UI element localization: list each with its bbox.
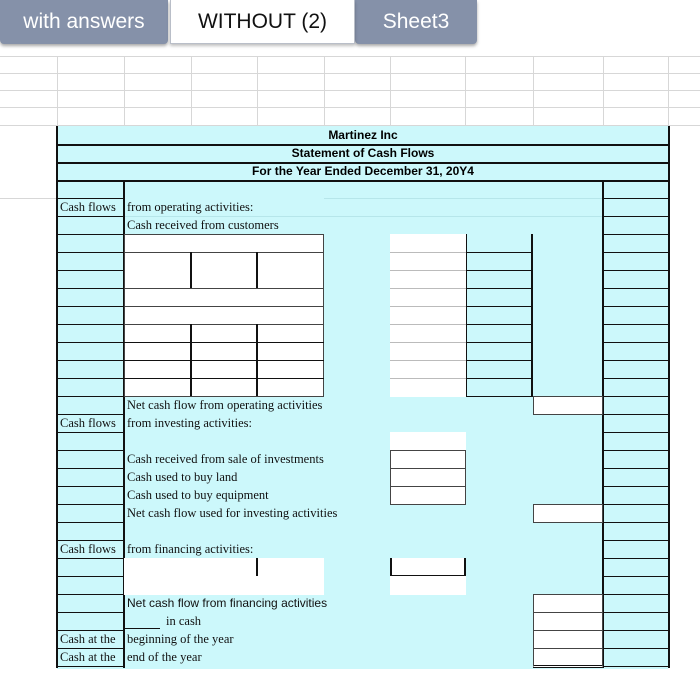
input-amount-op-4[interactable] [390,306,466,325]
in-cash-label: in cash [166,614,202,628]
net-investing-label: Net cash flow used for investing activities [127,506,338,520]
total-financing[interactable] [533,594,603,613]
statement-period: For the Year Ended December 31, 20Y4 [252,164,474,178]
operating-header-b: from operating activities: [127,200,254,214]
net-operating-label: Net cash flow from operating activities [127,398,323,412]
input-amount-op-1[interactable] [390,234,466,253]
operating-header-a: Cash flows [60,200,116,214]
input-operating-4[interactable] [124,306,324,325]
input-amount-fin-2[interactable] [390,576,466,595]
beginning-cash-label-a: Cash at the [60,632,116,646]
buy-land-label: Cash used to buy land [127,470,238,484]
investing-header-b: from investing activities: [127,416,252,430]
financing-header-b: from financing activities: [127,542,254,556]
beginning-cash-label-b: beginning of the year [127,632,234,646]
tab-sheet3[interactable]: Sheet3 [355,0,477,44]
input-amount-inv-2[interactable] [390,468,466,487]
financing-header-a: Cash flows [60,542,116,556]
sale-investments-label: Cash received from sale of investments [127,452,324,466]
input-financing-2[interactable] [124,576,324,595]
sheet-tab-bar [0,0,700,50]
spreadsheet-grid[interactable] [0,56,700,673]
input-operating-2[interactable] [124,252,324,289]
investing-header-a: Cash flows [60,416,116,430]
end-cash-label-a: Cash at the [60,650,116,664]
cash-received-customers-label: Cash received from customers [127,218,279,232]
buy-equipment-label: Cash used to buy equipment [127,488,269,502]
input-financing-1[interactable] [124,558,324,577]
total-beginning-cash[interactable] [533,630,603,649]
input-operating-3[interactable] [124,288,324,307]
total-ending-cash[interactable] [533,648,603,668]
input-amount-op-3[interactable] [390,288,466,307]
input-operating-1[interactable] [124,234,324,253]
end-cash-label-b: end of the year [127,650,202,664]
statement-name: Statement of Cash Flows [291,146,435,160]
input-amount-inv-0[interactable] [390,432,466,451]
input-amount-inv-1[interactable] [390,450,466,469]
net-financing-label: Net cash flow from financing activities [127,596,328,610]
input-amount-inv-3[interactable] [390,486,466,505]
tab-with-answers[interactable]: with answers [0,0,168,44]
company-name: Martinez Inc [328,128,398,142]
total-investing[interactable] [533,504,603,523]
tab-without-2[interactable]: WITHOUT (2) [170,0,355,44]
total-change-in-cash[interactable] [533,612,603,631]
total-operating[interactable] [533,396,603,415]
